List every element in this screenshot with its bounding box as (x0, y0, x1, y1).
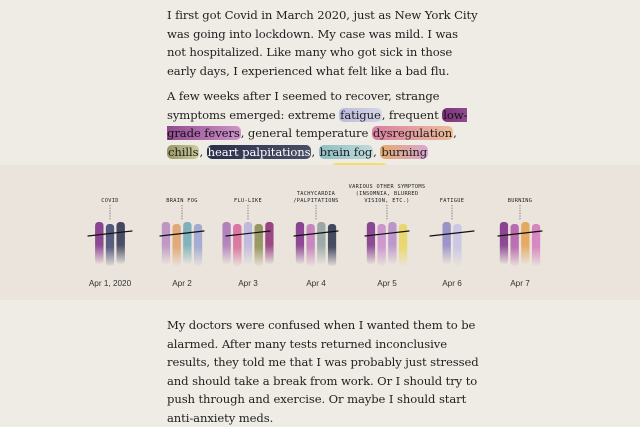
day-column-4 (293, 191, 338, 288)
watercolor-stroke (116, 222, 125, 264)
day-column-2 (160, 198, 204, 288)
watercolor-stroke (399, 224, 408, 266)
day-label: Apr 5 (377, 279, 397, 288)
day-label: Apr 2 (172, 279, 192, 288)
symptoms-text: A few weeks after I seemed to recover, strange symptoms emerged: extreme (167, 89, 440, 122)
symptom-annotation: VARIOUS OTHER SYMPTOMS (INSOMNIA, BLURRED VISION, ETC.) (348, 184, 426, 204)
watercolor-stroke (254, 224, 263, 266)
watercolor-stroke (194, 224, 203, 266)
symptoms-text: , (199, 144, 207, 159)
symptom-timeline-illustration (0, 165, 640, 300)
doctors-paragraph: My doctors were confused when I wanted them to be alarmed. After many tests returned inconclusive results, they told me that I was probably just stressed and should take a break from work. Or I should try to push through and exercise. Or maybe I should start anti-anxiety meds. (167, 318, 479, 425)
day-label: Apr 7 (510, 279, 530, 288)
watercolor-stroke (106, 224, 115, 266)
watercolor-stroke (172, 224, 181, 266)
symptoms-text: , frequent (381, 107, 443, 122)
highlight-fatigue: fatigue (340, 107, 381, 122)
symptoms-text: , (453, 126, 457, 140)
watercolor-stroke (233, 224, 242, 266)
highlight-dysregulation: dysregulation (372, 126, 453, 140)
watercolor-stroke (453, 224, 462, 266)
watercolor-stroke (442, 222, 451, 264)
symptom-annotation: BRAIN FOG (166, 198, 198, 204)
symptom-annotation: COVID (101, 198, 119, 204)
watercolor-stroke (183, 222, 192, 264)
watercolor-stroke (162, 222, 171, 264)
day-column-5 (349, 184, 426, 288)
watercolor-stroke (222, 222, 231, 264)
symptom-annotation: TACHYCARDIA /PALPITATIONS (293, 191, 339, 204)
symptoms-text: , (373, 144, 381, 159)
baseline-stroke (430, 231, 474, 236)
day-label: Apr 6 (442, 279, 462, 288)
day-column-6 (430, 198, 474, 288)
day-column-3 (222, 198, 273, 288)
watercolor-stroke (377, 224, 386, 266)
symptom-timeline-svg (0, 165, 640, 300)
watercolor-stroke (367, 222, 376, 264)
highlight-burning: burning (381, 144, 428, 159)
symptom-annotation: FATIGUE (439, 198, 465, 204)
day-column-1 (88, 198, 132, 288)
watercolor-stroke (317, 222, 326, 264)
symptoms-text: , general temperature (240, 126, 372, 140)
highlight-chills: chills (168, 144, 199, 159)
highlight-heart-palpitations: heart palpitations (207, 144, 311, 159)
watercolor-stroke (328, 224, 337, 266)
watercolor-stroke (510, 224, 519, 266)
watercolor-stroke (95, 222, 104, 264)
symptoms-text: , (311, 144, 319, 159)
watercolor-stroke (296, 222, 305, 264)
watercolor-stroke (500, 222, 509, 264)
day-label: Apr 3 (238, 279, 258, 288)
watercolor-stroke (306, 224, 315, 266)
watercolor-stroke (388, 222, 397, 264)
highlight-brain-fog: brain fog (319, 144, 373, 159)
watercolor-stroke (532, 224, 541, 266)
watercolor-stroke (265, 222, 274, 264)
day-column-7 (498, 198, 542, 288)
day-label: Apr 1, 2020 (88, 279, 132, 288)
watercolor-stroke (521, 222, 530, 264)
watercolor-stroke (244, 222, 253, 264)
symptom-annotation: FLU-LIKE (234, 198, 262, 204)
intro-paragraph: I first got Covid in March 2020, just as New York City was going into lockdown. My case was mild. I was not hospitalized. Like many who got sick in those early days, I experienced what felt like a bad flu. (167, 8, 478, 78)
symptom-annotation: BURNING (507, 198, 533, 204)
day-label: Apr 4 (306, 279, 326, 288)
highlight-low-grade-fevers: low-grade fevers (167, 107, 468, 140)
